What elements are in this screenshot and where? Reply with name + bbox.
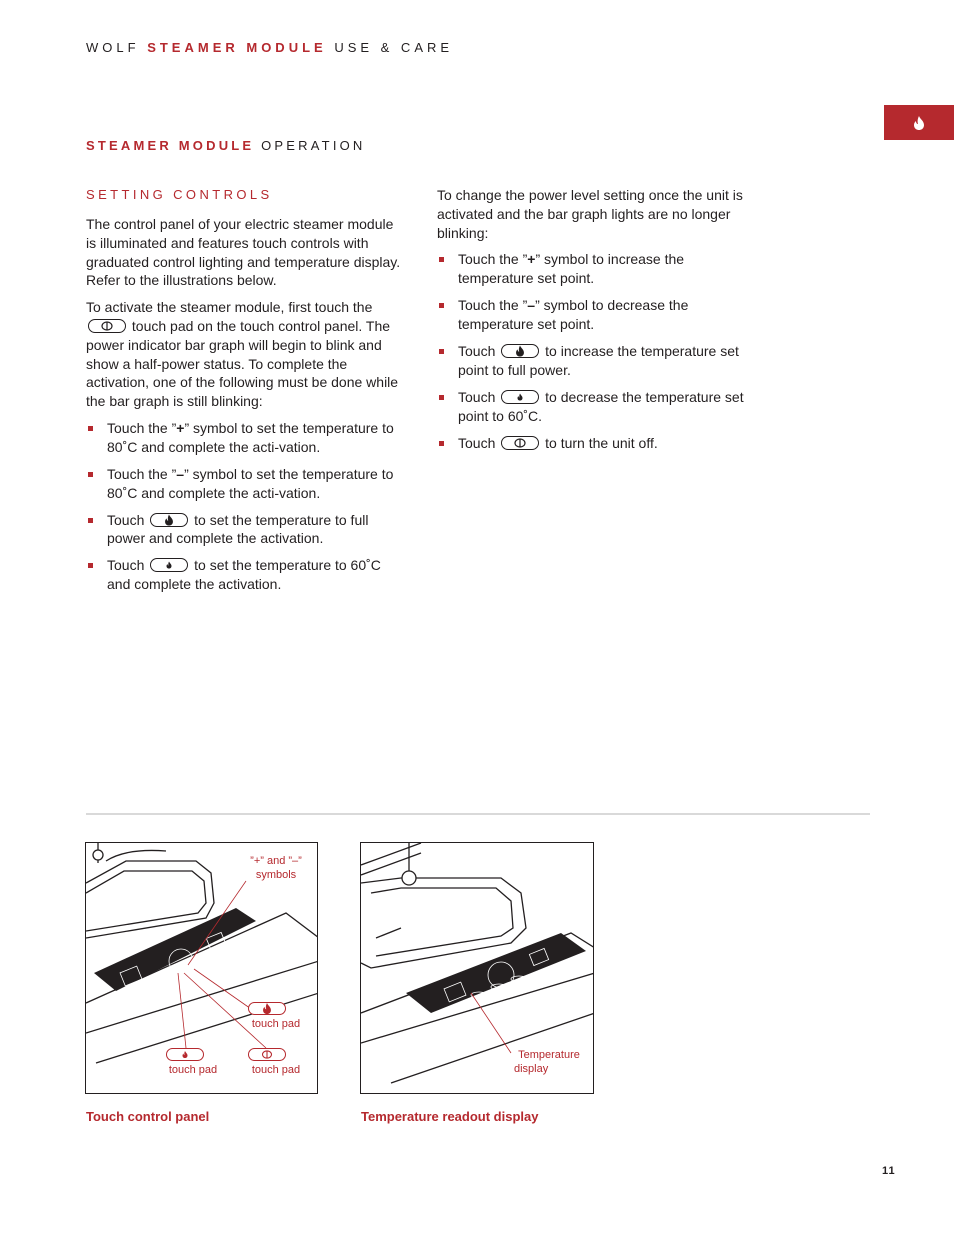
subheading: SETTING CONTROLS	[86, 187, 273, 202]
item-text: Touch	[107, 557, 145, 574]
high-flame-pad-icon	[501, 344, 539, 358]
callout-text: Temperature	[518, 1049, 580, 1061]
low-flame-pad-icon	[166, 1048, 204, 1061]
list-item	[437, 250, 747, 288]
activate-paragraph	[86, 298, 406, 411]
list-item	[437, 434, 747, 453]
power-pad-icon	[248, 1048, 286, 1061]
activation-list	[86, 419, 406, 594]
minus-symbol: –	[176, 465, 185, 482]
page-number: 11	[882, 1165, 896, 1177]
list-item	[86, 465, 406, 503]
touch-control-panel-figure	[85, 842, 318, 1094]
high-flame-pad-icon	[150, 513, 188, 527]
change-paragraph: To change the power level setting once the unit is activated and the bar graph lights are no longer blinking:	[437, 187, 743, 241]
item-text: to set the temperature to 60˚C and complete the activation.	[107, 557, 381, 593]
item-text: to set the temperature to full power and complete the activation.	[107, 511, 369, 547]
change-list	[437, 250, 747, 452]
high-flame-pad-icon	[248, 1002, 286, 1015]
plus-symbol: +	[176, 419, 185, 436]
item-text: to turn the unit off.	[545, 434, 658, 451]
low-flame-pad-icon	[501, 390, 539, 404]
item-text: ” symbol to set the temperature to 80˚C and complete the acti-vation.	[107, 465, 394, 501]
power-pad-icon	[88, 319, 126, 333]
item-text: Touch	[458, 388, 496, 405]
callout-power: touch pad	[251, 1064, 301, 1076]
section-title	[86, 138, 366, 153]
list-item	[86, 511, 406, 549]
list-item	[86, 556, 406, 594]
item-text: Touch	[458, 342, 496, 359]
item-text: Touch the ”	[458, 251, 528, 268]
running-header	[86, 40, 453, 55]
header-suffix: USE & CARE	[334, 40, 454, 55]
plus-symbol: +	[527, 251, 536, 268]
power-pad-icon	[501, 436, 539, 450]
column-right	[437, 186, 747, 461]
divider-rule	[86, 813, 870, 815]
item-text: ” symbol to decrease the temperature set point.	[458, 297, 689, 332]
callout-high-flame: touch pad	[251, 1018, 301, 1030]
item-text: ” symbol to increase the temperature set point.	[458, 251, 685, 287]
activate-text-b: touch pad on the touch control panel. The power indicator bar graph will begin to blink and show a half-power status. To complete the activation, one of the following must be done while the bar graph is still blinking:	[86, 317, 399, 410]
item-text: Touch the ”	[458, 297, 528, 314]
svg-text:WOLF: WOLF	[549, 960, 568, 973]
list-item	[437, 342, 747, 380]
callout-text: symbols	[255, 869, 297, 881]
minus-symbol: –	[527, 297, 536, 314]
list-item	[437, 296, 747, 334]
callout-text: ”+” and ”–”	[250, 855, 302, 867]
section-title-rest: OPERATION	[261, 138, 366, 153]
item-text: Touch	[107, 511, 145, 528]
item-text: Touch the ”	[107, 419, 177, 436]
flame-icon	[913, 116, 925, 130]
item-text: Touch the ”	[107, 465, 177, 482]
callout-low-flame: touch pad	[168, 1064, 218, 1076]
item-text: to decrease the temperature set point to 60˚C.	[458, 388, 744, 424]
callout-text: display	[514, 1063, 549, 1075]
column-left	[86, 215, 406, 602]
item-text: to increase the temperature set point to full power.	[458, 342, 739, 378]
intro-paragraph: The control panel of your electric steamer module is illuminated and features touch controls with graduated control lighting and temperature display. Refer to the illustrations below.	[86, 216, 401, 289]
list-item	[86, 419, 406, 457]
header-product: STEAMER MODULE	[147, 40, 327, 55]
callout-symbols	[236, 854, 316, 882]
figure2-caption: Temperature readout display	[361, 1109, 539, 1124]
svg-text:WOLF: WOLF	[224, 944, 243, 957]
item-text: Touch	[458, 434, 496, 451]
item-text: ” symbol to set the temperature to 80˚C and complete the acti-vation.	[107, 419, 394, 455]
figure1-caption: Touch control panel	[86, 1109, 210, 1124]
callout-temperature	[509, 1048, 589, 1076]
activate-text-a: To activate the steamer module, first touch the	[86, 299, 373, 316]
section-tab	[884, 105, 954, 140]
list-item	[437, 388, 747, 426]
temperature-readout-figure	[360, 842, 594, 1094]
section-title-bold: STEAMER MODULE	[86, 138, 255, 153]
low-flame-pad-icon	[150, 558, 188, 572]
header-brand: WOLF	[86, 40, 140, 55]
